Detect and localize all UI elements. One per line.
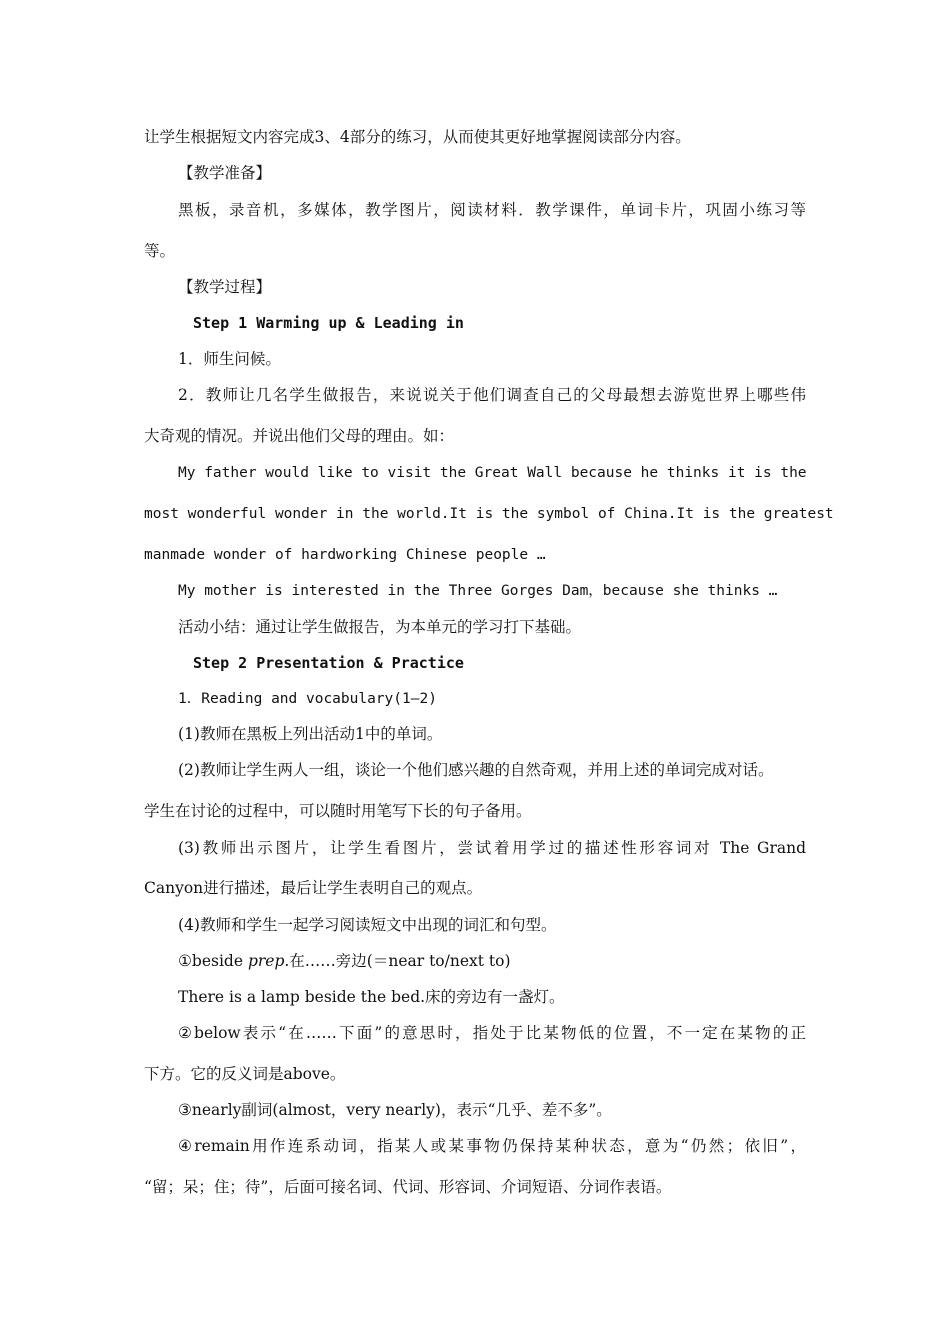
vocabulary-item-nearly: ③nearly副词(almost，very nearly)，表示“几乎、差不多”。 (178, 1101, 612, 1119)
vocabulary-item-below: ②below表示“在……下面”的意思时，指处于比某物低的位置，不一定在某物的正 (178, 1024, 806, 1042)
example-line: My mother is interested in the Three Gorges Dam，because she thinks … (178, 583, 778, 599)
section-heading-process: 【教学过程】 (178, 278, 272, 296)
step-1-heading: Step 1 Warming up & Leading in (193, 314, 464, 332)
paragraph-line: (1)教师在黑板上列出活动1中的单词。 (178, 725, 443, 743)
vocab-definition: .在……旁边(＝near to/next to) (284, 952, 511, 970)
paragraph-line: (4)教师和学生一起学习阅读短文中出现的词汇和句型。 (178, 916, 557, 934)
example-sentence: There is a lamp beside the bed.床的旁边有一盏灯。 (178, 988, 565, 1006)
paragraph-line: 1．师生问候。 (178, 350, 281, 368)
paragraph-line: (3)教师出示图片，让学生看图片，尝试着用学过的描述性形容词对 The Grand (178, 839, 806, 857)
paragraph-line: 2．教师让几名学生做报告，来说说关于他们调查自己的父母最想去游览世界上哪些伟 (178, 386, 806, 404)
paragraph-line: Canyon进行描述，最后让学生表明自己的观点。 (144, 879, 483, 897)
part-of-speech: prep (247, 952, 285, 970)
paragraph-line: 学生在讨论的过程中，可以随时用笔写下长的句子备用。 (144, 802, 532, 820)
section-heading-preparation: 【教学准备】 (178, 164, 272, 182)
vocab-word: ①beside (178, 952, 248, 970)
example-line: manmade wonder of hardworking Chinese people … (144, 547, 546, 563)
paragraph-line: (2)教师让学生两人一组，谈论一个他们感兴趣的自然奇观，并用上述的单词完成对话。 (178, 761, 774, 779)
vocabulary-item-beside (178, 951, 511, 971)
paragraph-line: 让学生根据短文内容完成3、4部分的练习，从而使其更好地掌握阅读部分内容。 (144, 128, 691, 146)
paragraph-line: 下方。它的反义词是above。 (144, 1065, 346, 1083)
example-line: My father would like to visit the Great Wall because he thinks it is the (178, 465, 807, 481)
activity-summary: 活动小结：通过让学生做报告，为本单元的学习打下基础。 (178, 618, 582, 636)
step-2-heading: Step 2 Presentation & Practice (193, 654, 464, 672)
paragraph-line: 大奇观的情况。并说出他们父母的理由。如： (144, 427, 455, 445)
paragraph-line: “留；呆；住；待”，后面可接名词、代词、形容词、介词短语、分词作表语。 (144, 1178, 672, 1196)
paragraph-line: 1．Reading and vocabulary(1—2) (178, 691, 437, 707)
example-line: most wonderful wonder in the world.It is the symbol of China.It is the greatest (144, 506, 834, 522)
paragraph-line: 等。 (144, 242, 176, 260)
paragraph-line: 黑板，录音机，多媒体，教学图片，阅读材料．教学课件，单词卡片，巩固小练习等 (178, 201, 806, 219)
vocabulary-item-remain: ④remain用作连系动词，指某人或某事物仍保持某种状态，意为“仍然；依旧”， (178, 1137, 806, 1155)
